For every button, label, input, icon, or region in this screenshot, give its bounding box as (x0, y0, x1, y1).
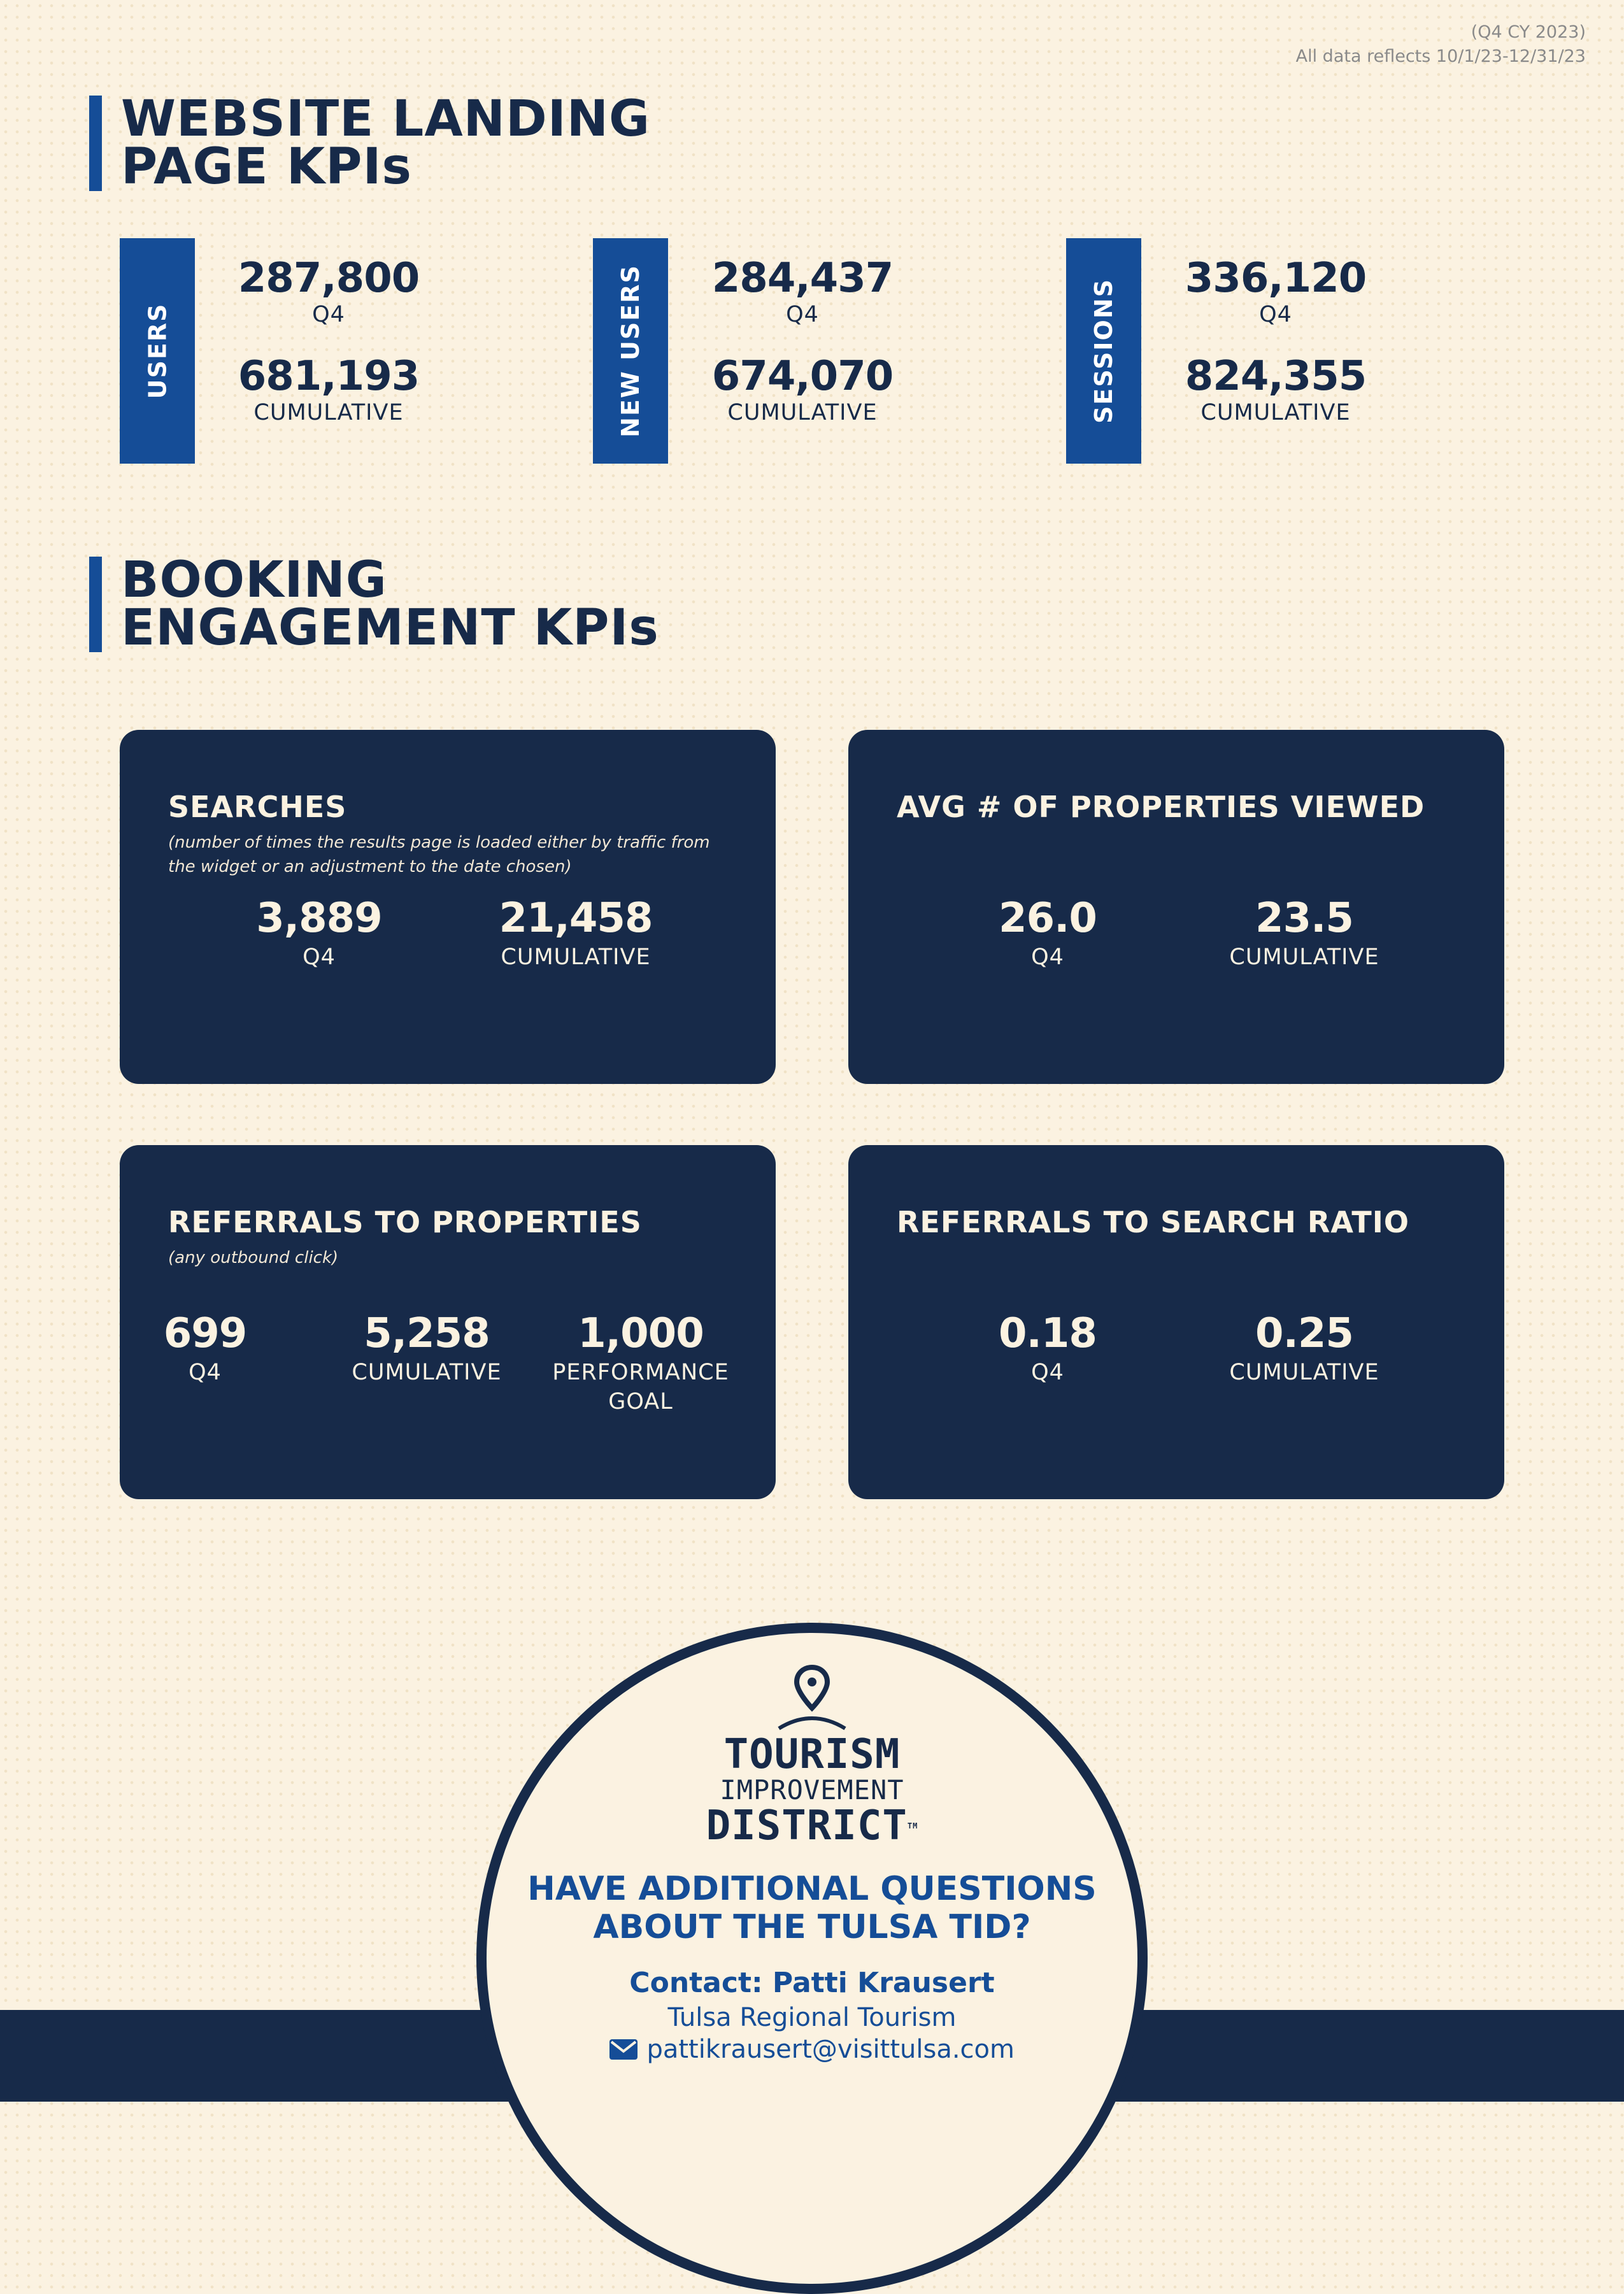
referrals-to-search-ratio-card (848, 1145, 1504, 1499)
booking-kpis-heading-line1: BOOKING (121, 552, 387, 609)
ratio-cumulative-label: CUMULATIVE (1229, 1360, 1379, 1385)
new-users-cumulative-value: 674,070 (711, 353, 894, 400)
sessions-tab-label: SESSIONS (1090, 278, 1118, 424)
envelope-icon (609, 2039, 637, 2060)
referrals-goal-label-line1: PERFORMANCE (552, 1360, 729, 1385)
contact-organization-text: Tulsa Regional Tourism (667, 2003, 957, 2032)
searches-cumulative-label: CUMULATIVE (501, 944, 651, 970)
avg-properties-cumulative-label: CUMULATIVE (1229, 944, 1379, 970)
referrals-cumulative-value: 5,258 (364, 1310, 490, 1357)
referrals-q4-value: 699 (163, 1310, 247, 1357)
new-users-tab (593, 238, 668, 464)
report-period: (Q4 CY 2023) (1471, 22, 1586, 42)
booking-kpis-heading-line2: ENGAGEMENT KPIs (121, 599, 659, 657)
searches-cumulative-metric (474, 894, 678, 972)
searches-description: (number of times the results page is loaded either by traffic from the widget or an adjustment to the date chosen) (168, 833, 710, 876)
searches-title: SEARCHES (168, 790, 347, 824)
avg-properties-q4-metric (946, 894, 1150, 972)
new-users-q4-label: Q4 (786, 302, 819, 327)
ratio-cumulative-value: 0.25 (1255, 1310, 1353, 1357)
referrals-to-properties-title: REFERRALS TO PROPERTIES (168, 1205, 642, 1239)
referrals-cumulative-metric (325, 1309, 529, 1387)
ratio-q4-value: 0.18 (999, 1310, 1097, 1357)
avg-properties-viewed-title: AVG # OF PROPERTIES VIEWED (897, 790, 1425, 824)
referrals-to-properties-description: (any outbound click) (168, 1248, 339, 1267)
users-q4-label: Q4 (312, 302, 345, 327)
contact-name-text: Contact: Patti Krausert (629, 1967, 995, 1999)
data-range: All data reflects 10/1/23-12/31/23 (1295, 46, 1586, 66)
website-kpis-heading (89, 90, 651, 196)
ratio-q4-label: Q4 (1031, 1360, 1064, 1385)
avg-properties-viewed-card (848, 730, 1504, 1084)
searches-card (120, 730, 776, 1084)
contact-name (0, 1967, 1624, 1999)
new-users-q4-value: 284,437 (711, 255, 894, 302)
logo-district-text: DISTRICT (706, 1802, 908, 1849)
contact-email-row (0, 2035, 1624, 2064)
sessions-cumulative-value: 824,355 (1185, 353, 1367, 400)
sessions-kpi (1180, 255, 1371, 451)
logo-tourism: TOURISM (723, 1731, 901, 1778)
users-tab-label: USERS (143, 303, 171, 399)
avg-properties-cumulative-value: 23.5 (1255, 895, 1353, 942)
referrals-q4-metric (103, 1309, 307, 1387)
referrals-q4-label: Q4 (189, 1360, 222, 1385)
website-kpis-heading-line2: PAGE KPIs (121, 138, 412, 196)
users-tab (120, 238, 195, 464)
avg-properties-q4-label: Q4 (1031, 944, 1064, 970)
question-line2: ABOUT THE TULSA TID? (593, 1908, 1031, 1946)
searches-q4-value: 3,889 (256, 895, 382, 942)
logo-text (0, 1731, 1624, 1849)
referrals-to-search-ratio-title: REFERRALS TO SEARCH RATIO (897, 1205, 1409, 1239)
sessions-q4-value: 336,120 (1185, 255, 1367, 302)
sessions-cumulative-label: CUMULATIVE (1200, 400, 1351, 425)
referrals-cumulative-label: CUMULATIVE (352, 1360, 502, 1385)
contact-email-link[interactable]: pattikrausert@visittulsa.com (646, 2035, 1015, 2064)
new-users-cumulative-label: CUMULATIVE (727, 400, 878, 425)
searches-q4-metric (217, 894, 421, 972)
avg-properties-q4-value: 26.0 (999, 895, 1097, 942)
logo-trademark: TM (907, 1821, 918, 1830)
referrals-goal-metric (539, 1309, 743, 1416)
new-users-tab-label: NEW USERS (616, 264, 645, 438)
new-users-kpi (707, 255, 898, 451)
sessions-q4-label: Q4 (1259, 302, 1292, 327)
searches-cumulative-value: 21,458 (499, 895, 653, 942)
searches-q4-label: Q4 (303, 944, 336, 970)
ratio-q4-metric (946, 1309, 1150, 1387)
users-cumulative-value: 681,193 (238, 353, 420, 400)
referrals-to-properties-card (120, 1145, 776, 1499)
referrals-goal-value: 1,000 (578, 1310, 704, 1357)
referrals-goal-label-line2: GOAL (608, 1389, 673, 1414)
logo-improvement: IMPROVEMENT (720, 1774, 904, 1806)
website-kpis-heading-line1: WEBSITE LANDING (121, 90, 651, 148)
sessions-tab (1066, 238, 1141, 464)
avg-properties-cumulative-metric (1202, 894, 1406, 972)
contact-question (0, 1870, 1624, 1946)
users-cumulative-label: CUMULATIVE (253, 400, 404, 425)
map-pin-icon (774, 1664, 850, 1732)
contact-organization (0, 2003, 1624, 2032)
question-line1: HAVE ADDITIONAL QUESTIONS (527, 1870, 1097, 1908)
ratio-cumulative-metric (1202, 1309, 1406, 1387)
logo (0, 1664, 1624, 1735)
logo-district (0, 1802, 1624, 1849)
booking-kpis-heading (89, 552, 659, 657)
report-period-note (1296, 20, 1586, 69)
users-kpi (233, 255, 424, 451)
users-q4-value: 287,800 (238, 255, 420, 302)
